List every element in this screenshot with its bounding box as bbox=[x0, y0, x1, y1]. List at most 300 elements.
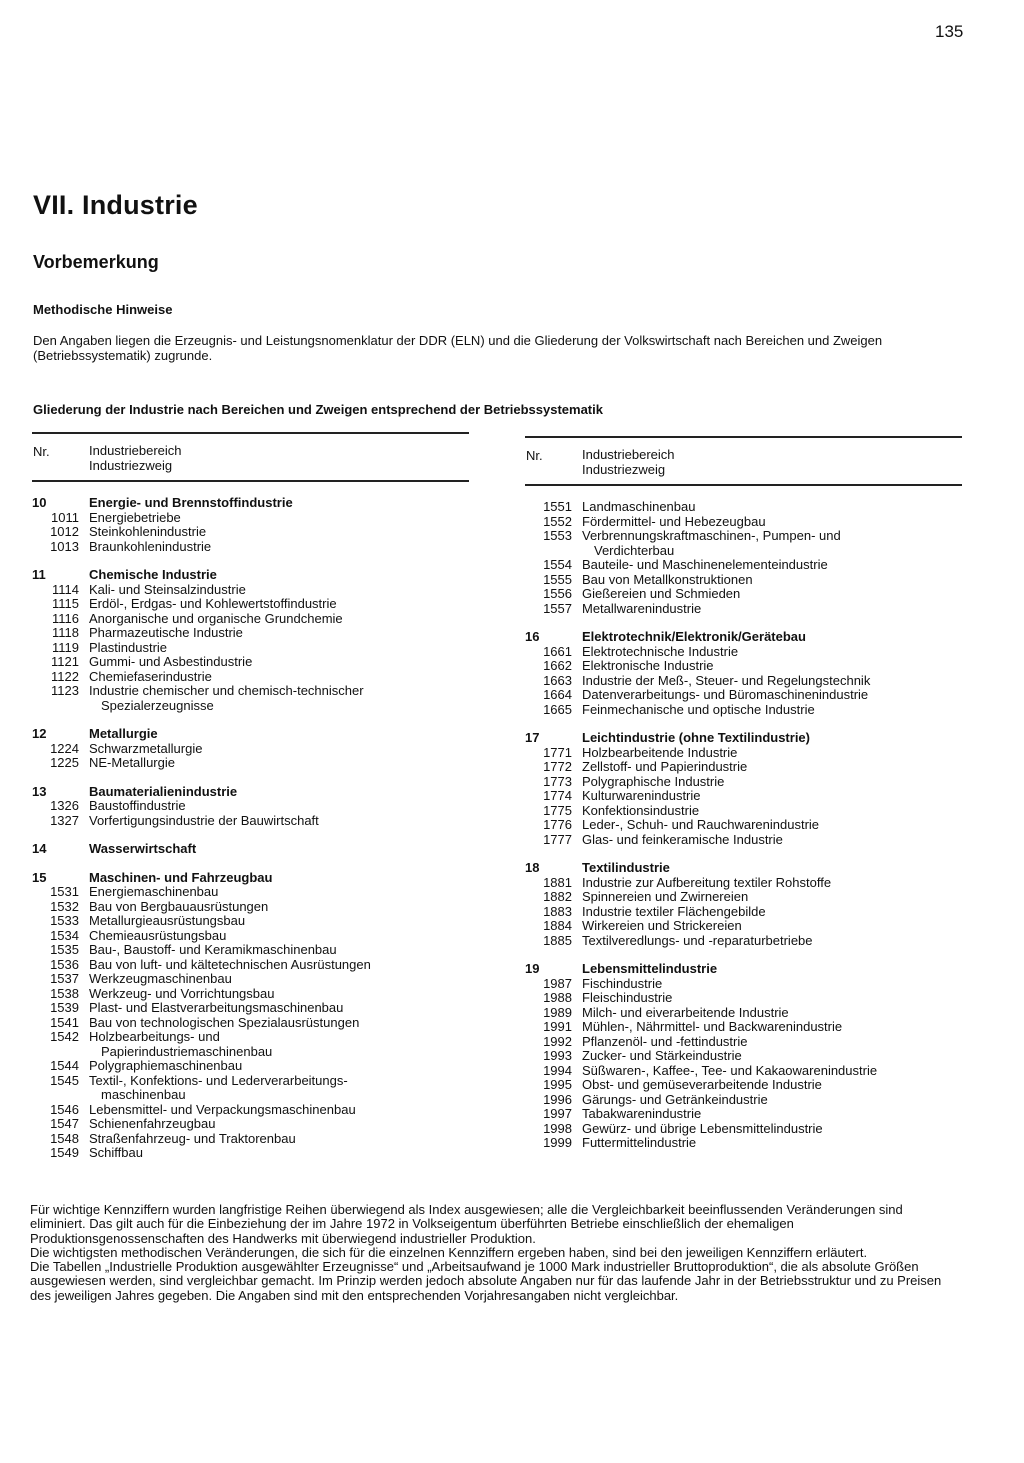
page-number: 135 bbox=[935, 22, 964, 41]
row-name-text: Steinkohlenindustrie bbox=[89, 524, 207, 539]
table-heading: Gliederung der Industrie nach Bereichen und Zweigen entsprechend der Betriebssystematik bbox=[33, 402, 603, 417]
industry-branch-row bbox=[32, 612, 469, 627]
row-name-text: Anorganische und organische Grundchemie bbox=[89, 610, 343, 626]
table-header bbox=[525, 438, 962, 484]
industry-branch-row bbox=[32, 958, 469, 973]
industry-group bbox=[525, 861, 962, 948]
row-name bbox=[582, 1035, 962, 1050]
row-name bbox=[89, 1059, 469, 1074]
row-name bbox=[89, 1074, 469, 1103]
industry-area-row bbox=[525, 962, 962, 977]
industry-branch-row bbox=[525, 515, 962, 530]
row-nr: 19 bbox=[525, 961, 540, 976]
table-body-right bbox=[525, 500, 962, 1151]
row-nr: 17 bbox=[525, 730, 540, 745]
industry-group bbox=[32, 727, 469, 771]
row-name-text: Gummi- und Asbestindustrie bbox=[89, 654, 253, 669]
row-name bbox=[89, 655, 469, 670]
header-industriebereich: Industriebereich bbox=[89, 443, 182, 458]
industry-branch-row bbox=[525, 500, 962, 515]
notes-paragraph: Die wichtigsten methodischen Veränderungen, die sich für die einzelnen Kennziffern ergeben haben, sind bei den jeweiligen Kennziffern erläutert. bbox=[30, 1244, 868, 1260]
industry-branch-row bbox=[525, 890, 962, 905]
row-name bbox=[89, 972, 469, 987]
industry-branch-row bbox=[32, 1059, 469, 1074]
row-name-text: Obst- und gemüseverarbeitende Industrie bbox=[582, 1077, 822, 1092]
row-nr: 1013 bbox=[50, 538, 79, 554]
industry-branch-row bbox=[525, 991, 962, 1006]
row-name-text: Leichtindustrie (ohne Textilindustrie) bbox=[582, 730, 810, 745]
row-name-text: Metallurgieausrüstungsbau bbox=[89, 913, 246, 928]
row-name bbox=[89, 1001, 469, 1016]
row-name bbox=[89, 914, 469, 929]
row-name bbox=[89, 785, 469, 800]
row-name bbox=[89, 842, 469, 857]
row-nr: 1771 bbox=[543, 744, 572, 760]
industry-branch-row bbox=[525, 1136, 962, 1151]
industry-branch-row bbox=[32, 641, 469, 656]
row-name bbox=[582, 789, 962, 804]
row-nr: 1551 bbox=[543, 499, 572, 514]
row-nr: 15 bbox=[32, 869, 47, 885]
industry-branch-row bbox=[525, 1093, 962, 1108]
row-name-text: Energiebetriebe bbox=[89, 509, 181, 525]
row-name bbox=[582, 746, 962, 761]
industry-branch-row bbox=[525, 1064, 962, 1079]
row-name-text: Konfektionsindustrie bbox=[582, 802, 700, 818]
row-name-text: Vorfertigungsindustrie der Bauwirtschaft bbox=[89, 812, 319, 828]
row-name-text: Straßenfahrzeug- und Traktorenbau bbox=[89, 1130, 296, 1146]
row-nr: 1538 bbox=[50, 985, 79, 1001]
table-rule-header bbox=[525, 484, 962, 486]
row-name bbox=[582, 833, 962, 848]
row-name bbox=[582, 1122, 962, 1137]
row-name-text: Pflanzenöl- und -fettindustrie bbox=[582, 1033, 748, 1049]
row-name bbox=[89, 626, 469, 641]
row-name-text: Industrie textiler Flächengebilde bbox=[582, 903, 766, 919]
row-name bbox=[582, 760, 962, 775]
row-nr: 1989 bbox=[543, 1004, 572, 1020]
row-name-text: Chemische Industrie bbox=[89, 567, 217, 582]
subheading-methodische-hinweise: Methodische Hinweise bbox=[33, 302, 173, 317]
row-name bbox=[89, 871, 469, 886]
industry-branch-row bbox=[525, 674, 962, 689]
row-name bbox=[582, 775, 962, 790]
row-name bbox=[89, 987, 469, 1002]
row-nr: 12 bbox=[32, 726, 47, 741]
row-nr: 1552 bbox=[543, 513, 572, 529]
industry-area-row bbox=[32, 568, 469, 583]
row-nr: 1997 bbox=[543, 1106, 572, 1121]
industry-branch-row bbox=[32, 972, 469, 987]
row-name bbox=[89, 727, 469, 742]
row-nr: 1534 bbox=[50, 927, 79, 943]
row-name-text: Textilindustrie bbox=[582, 860, 670, 875]
row-name bbox=[89, 1016, 469, 1031]
row-nr: 1327 bbox=[50, 812, 79, 828]
row-nr: 1993 bbox=[543, 1048, 572, 1063]
row-name-text: Glas- und feinkeramische Industrie bbox=[582, 831, 783, 847]
row-name-text: Bau von luft- und kältetechnischen Ausrüstungen bbox=[89, 956, 371, 972]
row-nr: 1772 bbox=[543, 759, 572, 774]
row-name bbox=[582, 1020, 962, 1035]
row-name bbox=[89, 885, 469, 900]
classification-table-left bbox=[32, 432, 469, 1175]
row-name-text: Polygraphiemaschinenbau bbox=[89, 1058, 243, 1073]
row-name-text: Baumaterialienindustrie bbox=[89, 783, 238, 799]
row-name-text: Schiffbau bbox=[89, 1145, 143, 1160]
row-name-text: Metallurgie bbox=[89, 726, 158, 741]
industry-branch-row bbox=[525, 977, 962, 992]
industry-branch-row bbox=[32, 1001, 469, 1016]
row-name-text: Energiemaschinenbau bbox=[89, 884, 219, 899]
row-name-continuation: Verdichterbau bbox=[594, 542, 675, 558]
row-name-text: Gewürz- und übrige Lebensmittelindustrie bbox=[582, 1120, 823, 1136]
industry-branch-row bbox=[525, 775, 962, 790]
industry-area-row bbox=[525, 731, 962, 746]
row-name-text: Metallwarenindustrie bbox=[582, 600, 702, 616]
notes-section bbox=[30, 1203, 960, 1303]
row-name-text: Werkzeugmaschinenbau bbox=[89, 971, 232, 986]
row-name-text: Fördermittel- und Hebezeugbau bbox=[582, 513, 766, 529]
row-name-text: Chemiefaserindustrie bbox=[89, 668, 212, 684]
row-name-text: Lebensmittel- und Verpackungsmaschinenbau bbox=[89, 1101, 356, 1117]
industry-branch-row bbox=[32, 525, 469, 540]
row-name bbox=[582, 1064, 962, 1079]
row-name-text: Schwarzmetallurgie bbox=[89, 740, 203, 756]
row-name bbox=[582, 500, 962, 515]
industry-branch-row bbox=[525, 558, 962, 573]
row-nr: 1119 bbox=[52, 639, 79, 655]
row-name bbox=[89, 641, 469, 656]
row-nr: 1554 bbox=[543, 557, 572, 572]
industry-branch-row bbox=[32, 742, 469, 757]
row-name-text: Industrie chemischer und chemisch-technischer bbox=[89, 683, 364, 698]
row-nr: 14 bbox=[32, 841, 47, 856]
row-name-text: Kulturwarenindustrie bbox=[582, 788, 701, 803]
industry-group bbox=[32, 496, 469, 554]
row-nr: 1996 bbox=[543, 1091, 572, 1107]
row-name bbox=[89, 756, 469, 771]
industry-branch-row bbox=[525, 645, 962, 660]
row-name-text: Werkzeug- und Vorrichtungsbau bbox=[89, 985, 275, 1001]
row-name-continuation: Spezialerzeugnisse bbox=[101, 697, 214, 713]
row-name-text: Textilveredlungs- und -reparaturbetriebe bbox=[582, 932, 813, 948]
row-name-text: Wirkereien und Strickereien bbox=[582, 918, 742, 933]
row-name-text: Leder-, Schuh- und Rauchwarenindustrie bbox=[582, 817, 820, 832]
row-name-text: Tabakwarenindustrie bbox=[582, 1106, 702, 1121]
row-name bbox=[582, 818, 962, 833]
industry-branch-row bbox=[32, 684, 469, 713]
row-nr: 1547 bbox=[50, 1116, 79, 1131]
row-name bbox=[89, 799, 469, 814]
row-name-text: Bau von Metallkonstruktionen bbox=[582, 571, 753, 587]
row-nr: 1114 bbox=[52, 581, 79, 597]
row-name-text: Holzbearbeitungs- und bbox=[89, 1029, 220, 1044]
industry-branch-row bbox=[525, 703, 962, 718]
row-name-text: Polygraphische Industrie bbox=[582, 773, 725, 789]
row-name-text: Bau-, Baustoff- und Keramikmaschinenbau bbox=[89, 942, 337, 957]
row-name bbox=[582, 558, 962, 573]
industry-area-row bbox=[525, 630, 962, 645]
row-name-continuation: maschinenbau bbox=[101, 1087, 186, 1102]
row-nr: 1662 bbox=[543, 658, 572, 673]
row-name bbox=[89, 958, 469, 973]
row-name-text: Elektrotechnik/Elektronik/Gerätebau bbox=[582, 629, 806, 644]
industry-branch-row bbox=[525, 659, 962, 674]
row-name bbox=[582, 659, 962, 674]
header-label bbox=[89, 443, 182, 473]
row-nr: 1773 bbox=[543, 773, 572, 789]
row-name-text: Braunkohlenindustrie bbox=[89, 538, 212, 554]
row-nr: 1556 bbox=[543, 586, 572, 601]
row-name bbox=[582, 573, 962, 588]
header-nr: Nr. bbox=[33, 444, 50, 459]
row-name-text: Zellstoff- und Papierindustrie bbox=[582, 759, 748, 774]
row-name bbox=[582, 804, 962, 819]
row-nr: 1998 bbox=[543, 1120, 572, 1136]
row-name bbox=[89, 1103, 469, 1118]
row-nr: 1539 bbox=[50, 1000, 79, 1015]
row-nr: 1122 bbox=[51, 668, 79, 684]
row-name bbox=[582, 529, 962, 558]
row-name-text: Fleischindustrie bbox=[582, 990, 673, 1005]
row-name-text: Industrie zur Aufbereitung textiler Rohstoffe bbox=[582, 874, 832, 890]
row-nr: 1118 bbox=[52, 625, 79, 640]
row-nr: 1546 bbox=[50, 1101, 79, 1117]
row-nr: 1123 bbox=[51, 683, 79, 698]
row-name bbox=[582, 919, 962, 934]
industry-area-row bbox=[32, 496, 469, 511]
industry-branch-row bbox=[525, 1020, 962, 1035]
table-rule-header bbox=[32, 480, 469, 482]
row-nr: 1549 bbox=[50, 1145, 79, 1160]
industry-group bbox=[32, 568, 469, 713]
notes-paragraph: Für wichtige Kennziffern wurden langfristige Reihen überwiegend als Index ausgewiesen; alle die Vergleichbarkeit beeinflussenden Veränderungen sind eliminiert. Das gilt auch für die Einbeziehung der im Jahre 1972 in Volkseigentum überführten Betriebe einschließlich der ehemaligen Produktionsgenossenschaften des Handwerks mit überwiegend industrieller Produktion. bbox=[30, 1202, 903, 1246]
row-name-text: Kali- und Steinsalzindustrie bbox=[89, 581, 246, 597]
row-name bbox=[89, 525, 469, 540]
industry-branch-row bbox=[32, 1146, 469, 1161]
industry-branch-row bbox=[32, 943, 469, 958]
row-name-text: Schienenfahrzeugbau bbox=[89, 1116, 216, 1131]
row-name bbox=[582, 905, 962, 920]
chapter-title: VII. Industrie bbox=[33, 190, 198, 220]
row-name-text: Lebensmittelindustrie bbox=[582, 961, 718, 976]
industry-group bbox=[525, 731, 962, 847]
row-name-text: Mühlen-, Nährmittel- und Backwarenindustrie bbox=[582, 1019, 843, 1034]
industry-branch-row bbox=[525, 789, 962, 804]
row-name bbox=[582, 703, 962, 718]
industry-branch-row bbox=[32, 626, 469, 641]
row-name-text: Industrie der Meß-, Steuer- und Regelungstechnik bbox=[582, 672, 871, 688]
intro-paragraph: Den Angaben liegen die Erzeugnis- und Leistungsnomenklatur der DDR (ELN) und die Gliederung der Volkswirtschaft nach Bereichen und Zweigen (Betriebssystematik) zugrunde. bbox=[33, 333, 883, 363]
industry-branch-row bbox=[32, 1117, 469, 1132]
row-nr: 1541 bbox=[50, 1014, 79, 1030]
industry-branch-row bbox=[525, 573, 962, 588]
row-name-text: Fischindustrie bbox=[582, 975, 663, 991]
row-nr: 1661 bbox=[543, 643, 572, 659]
header-label bbox=[582, 447, 675, 477]
row-name bbox=[89, 1030, 469, 1059]
row-name-text: Holzbearbeitende Industrie bbox=[582, 744, 738, 760]
row-name-text: Zucker- und Stärkeindustrie bbox=[582, 1048, 742, 1063]
industry-group bbox=[525, 500, 962, 616]
industry-branch-row bbox=[525, 529, 962, 558]
row-nr: 10 bbox=[32, 495, 47, 510]
row-name bbox=[89, 540, 469, 555]
industry-branch-row bbox=[32, 929, 469, 944]
row-nr: 1994 bbox=[543, 1062, 572, 1078]
industry-branch-row bbox=[32, 900, 469, 915]
row-name bbox=[89, 943, 469, 958]
industry-branch-row bbox=[32, 987, 469, 1002]
row-nr: 1663 bbox=[543, 672, 572, 688]
industry-branch-row bbox=[32, 1132, 469, 1147]
row-name bbox=[582, 861, 962, 876]
row-name bbox=[89, 900, 469, 915]
row-name-text: Spinnereien und Zwirnereien bbox=[582, 889, 749, 904]
row-name bbox=[89, 1146, 469, 1161]
row-nr: 1536 bbox=[50, 956, 79, 972]
row-name-text: Elektrotechnische Industrie bbox=[582, 643, 739, 659]
industry-branch-row bbox=[525, 746, 962, 761]
row-name bbox=[582, 991, 962, 1006]
row-name bbox=[89, 496, 469, 511]
row-name bbox=[89, 1117, 469, 1132]
row-name bbox=[582, 1136, 962, 1151]
row-name bbox=[89, 670, 469, 685]
industry-branch-row bbox=[32, 540, 469, 555]
row-nr: 1555 bbox=[543, 571, 572, 587]
row-nr: 1116 bbox=[52, 610, 79, 626]
industry-branch-row bbox=[525, 833, 962, 848]
row-name bbox=[582, 1049, 962, 1064]
industry-branch-row bbox=[525, 587, 962, 602]
row-name bbox=[89, 814, 469, 829]
industry-group bbox=[32, 785, 469, 829]
row-name bbox=[89, 742, 469, 757]
industry-branch-row bbox=[32, 597, 469, 612]
row-nr: 1531 bbox=[50, 884, 79, 899]
industry-group bbox=[32, 871, 469, 1161]
row-name-text: Energie- und Brennstoffindustrie bbox=[89, 495, 293, 510]
row-nr: 1535 bbox=[50, 942, 79, 957]
row-name bbox=[89, 568, 469, 583]
industry-branch-row bbox=[525, 1049, 962, 1064]
industry-branch-row bbox=[32, 1074, 469, 1103]
row-nr: 1326 bbox=[50, 798, 79, 813]
row-nr: 1774 bbox=[543, 788, 572, 803]
industry-branch-row bbox=[525, 1006, 962, 1021]
row-name-text: Plastindustrie bbox=[89, 639, 168, 655]
row-name bbox=[89, 929, 469, 944]
row-nr: 1882 bbox=[543, 889, 572, 904]
row-nr: 1884 bbox=[543, 918, 572, 933]
industry-group bbox=[525, 962, 962, 1151]
row-name-text: Chemieausrüstungsbau bbox=[89, 927, 227, 943]
industry-branch-row bbox=[32, 511, 469, 526]
row-name bbox=[582, 731, 962, 746]
industry-branch-row bbox=[32, 655, 469, 670]
row-name bbox=[582, 1078, 962, 1093]
industry-area-row bbox=[32, 871, 469, 886]
row-name-text: Milch- und eiverarbeitende Industrie bbox=[582, 1004, 789, 1020]
table-header bbox=[32, 434, 469, 480]
industry-branch-row bbox=[525, 876, 962, 891]
row-nr: 1115 bbox=[52, 596, 79, 611]
header-industriezweig: Industriezweig bbox=[582, 462, 666, 477]
row-nr: 1775 bbox=[543, 802, 572, 818]
row-nr: 13 bbox=[32, 783, 47, 799]
row-name-text: Gärungs- und Getränkeindustrie bbox=[582, 1091, 768, 1107]
row-name-text: Textil-, Konfektions- und Lederverarbeitungs- bbox=[89, 1072, 348, 1088]
row-nr: 1121 bbox=[51, 654, 79, 669]
header-industriezweig: Industriezweig bbox=[89, 458, 173, 473]
industry-branch-row bbox=[525, 760, 962, 775]
row-nr: 1995 bbox=[543, 1077, 572, 1092]
row-nr: 1991 bbox=[543, 1019, 572, 1034]
row-name-text: Feinmechanische und optische Industrie bbox=[582, 701, 815, 717]
row-nr: 1557 bbox=[543, 600, 572, 616]
row-name-continuation: Papierindustriemaschinenbau bbox=[101, 1043, 273, 1059]
row-nr: 1224 bbox=[50, 740, 79, 756]
row-name-text: Erdöl-, Erdgas- und Kohlewertstoffindustrie bbox=[89, 596, 337, 611]
row-nr: 1544 bbox=[50, 1058, 79, 1073]
industry-branch-row bbox=[525, 818, 962, 833]
industry-area-row bbox=[32, 785, 469, 800]
row-nr: 1553 bbox=[543, 528, 572, 543]
row-name bbox=[582, 1107, 962, 1122]
row-nr: 1532 bbox=[50, 898, 79, 914]
row-nr: 1011 bbox=[51, 509, 79, 525]
header-nr: Nr. bbox=[526, 448, 543, 463]
row-nr: 1545 bbox=[50, 1072, 79, 1088]
row-name bbox=[582, 890, 962, 905]
industry-branch-row bbox=[525, 688, 962, 703]
row-nr: 1988 bbox=[543, 990, 572, 1005]
section-title: Vorbemerkung bbox=[33, 252, 159, 272]
row-name-text: Datenverarbeitungs- und Büromaschinenindustrie bbox=[582, 687, 869, 702]
industry-branch-row bbox=[32, 1030, 469, 1059]
row-name-text: Bau von technologischen Spezialausrüstungen bbox=[89, 1014, 360, 1030]
row-name bbox=[582, 587, 962, 602]
industry-branch-row bbox=[525, 1078, 962, 1093]
industry-branch-row bbox=[525, 1122, 962, 1137]
row-nr: 1777 bbox=[543, 831, 572, 847]
row-nr: 1542 bbox=[50, 1029, 79, 1044]
row-name-text: NE-Metallurgie bbox=[89, 755, 175, 770]
row-nr: 1987 bbox=[543, 975, 572, 991]
row-name-text: Baustoffindustrie bbox=[89, 798, 186, 813]
row-name-text: Wasserwirtschaft bbox=[89, 841, 197, 856]
row-name bbox=[582, 630, 962, 645]
row-nr: 1225 bbox=[50, 755, 79, 770]
industry-branch-row bbox=[32, 756, 469, 771]
industry-branch-row bbox=[32, 670, 469, 685]
row-name-text: Maschinen- und Fahrzeugbau bbox=[89, 869, 273, 885]
row-nr: 18 bbox=[525, 860, 540, 875]
classification-table-right bbox=[525, 436, 962, 1165]
industry-group bbox=[32, 842, 469, 857]
row-name-text: Bau von Bergbauausrüstungen bbox=[89, 898, 269, 914]
industry-branch-row bbox=[525, 804, 962, 819]
row-name bbox=[89, 684, 469, 713]
industry-branch-row bbox=[525, 602, 962, 617]
row-name bbox=[582, 674, 962, 689]
row-name-text: Landmaschinenbau bbox=[582, 499, 696, 514]
industry-branch-row bbox=[32, 1016, 469, 1031]
row-name bbox=[582, 876, 962, 891]
row-name bbox=[582, 977, 962, 992]
